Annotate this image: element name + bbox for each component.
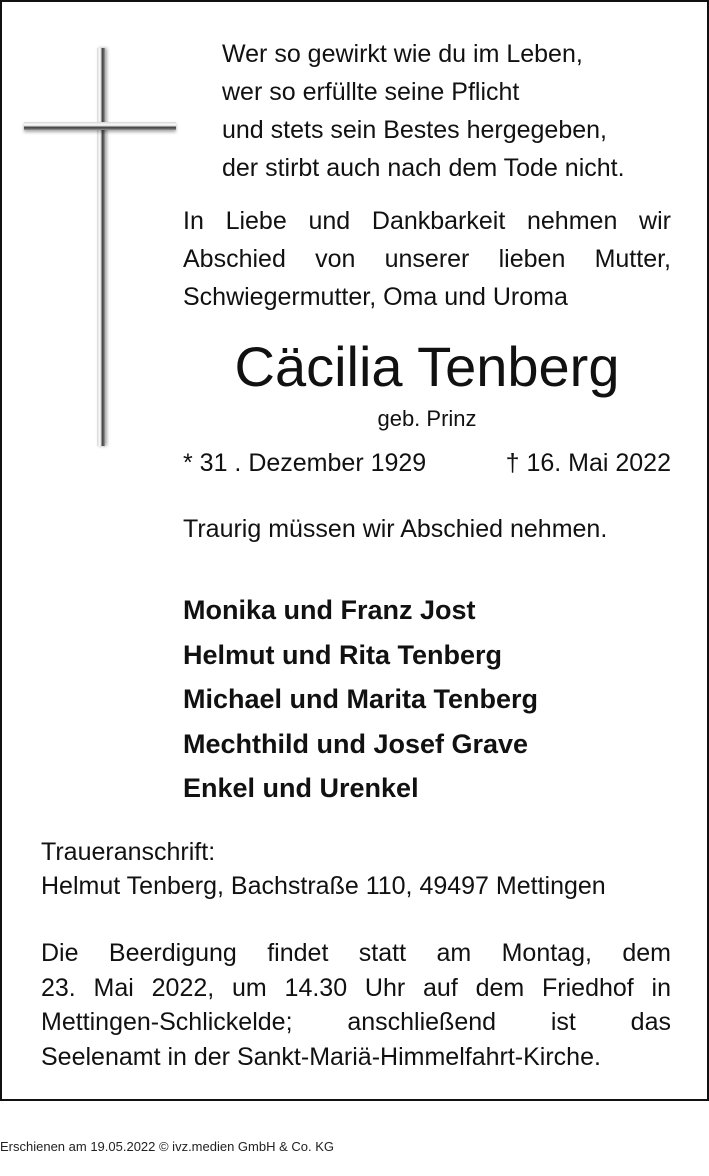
mourning-address [41, 835, 671, 903]
funeral-line: Mettingen-Schlickelde; anschließend ist das [41, 1008, 671, 1036]
funeral-info [41, 936, 671, 1074]
poem-line: der stirbt auch nach dem Tode nicht. [222, 154, 625, 182]
family-member: Mechthild und Josef Grave [183, 728, 529, 759]
family-member: Michael und Marita Tenberg [183, 684, 539, 714]
deceased-name: Cäcilia Tenberg [234, 335, 620, 398]
poem-line: und stets sein Bestes hergegeben, [222, 116, 607, 144]
birth-date: * 31 . Dezember 1929 [183, 449, 427, 477]
publication-footer: Erschienen am 19.05.2022 © ivz.medien GmbH & Co. KG [0, 1139, 335, 1154]
family-member: Enkel und Urenkel [183, 773, 419, 803]
family-member: Helmut und Rita Tenberg [183, 639, 503, 670]
intro-text [183, 202, 671, 316]
intro-line: Schwiegermutter, Oma und Uroma [183, 283, 568, 311]
cross-icon [24, 48, 176, 446]
address-label: Traueranschrift: [41, 838, 216, 866]
death-date: † 16. Mai 2022 [505, 449, 671, 477]
mourning-line: Traurig müssen wir Abschied nehmen. [183, 515, 608, 543]
funeral-line: Die Beerdigung findet statt am Montag, dem [41, 939, 671, 967]
address-value: Helmut Tenberg, Bachstraße 110, 49497 Mettingen [41, 872, 606, 900]
intro-line: Abschied von unserer lieben Mutter, [183, 245, 671, 273]
birth-name: geb. Prinz [377, 406, 477, 431]
cross-vertical-beam [97, 48, 105, 446]
poem [222, 35, 682, 187]
poem-line: Wer so gewirkt wie du im Leben, [222, 40, 583, 68]
funeral-line: Seelenamt in der Sankt-Mariä-Himmelfahrt-Kirche. [41, 1042, 601, 1071]
funeral-line: 23. Mai 2022, um 14.30 Uhr auf dem Friedhof in [41, 973, 671, 1002]
family-member: Monika und Franz Jost [183, 595, 476, 625]
family-list [183, 588, 671, 811]
cross-horizontal-beam [24, 122, 176, 130]
life-dates [183, 446, 671, 480]
poem-line: wer so erfüllte seine Pflicht [222, 78, 520, 106]
intro-line: In Liebe und Dankbarkeit nehmen wir [183, 207, 671, 235]
